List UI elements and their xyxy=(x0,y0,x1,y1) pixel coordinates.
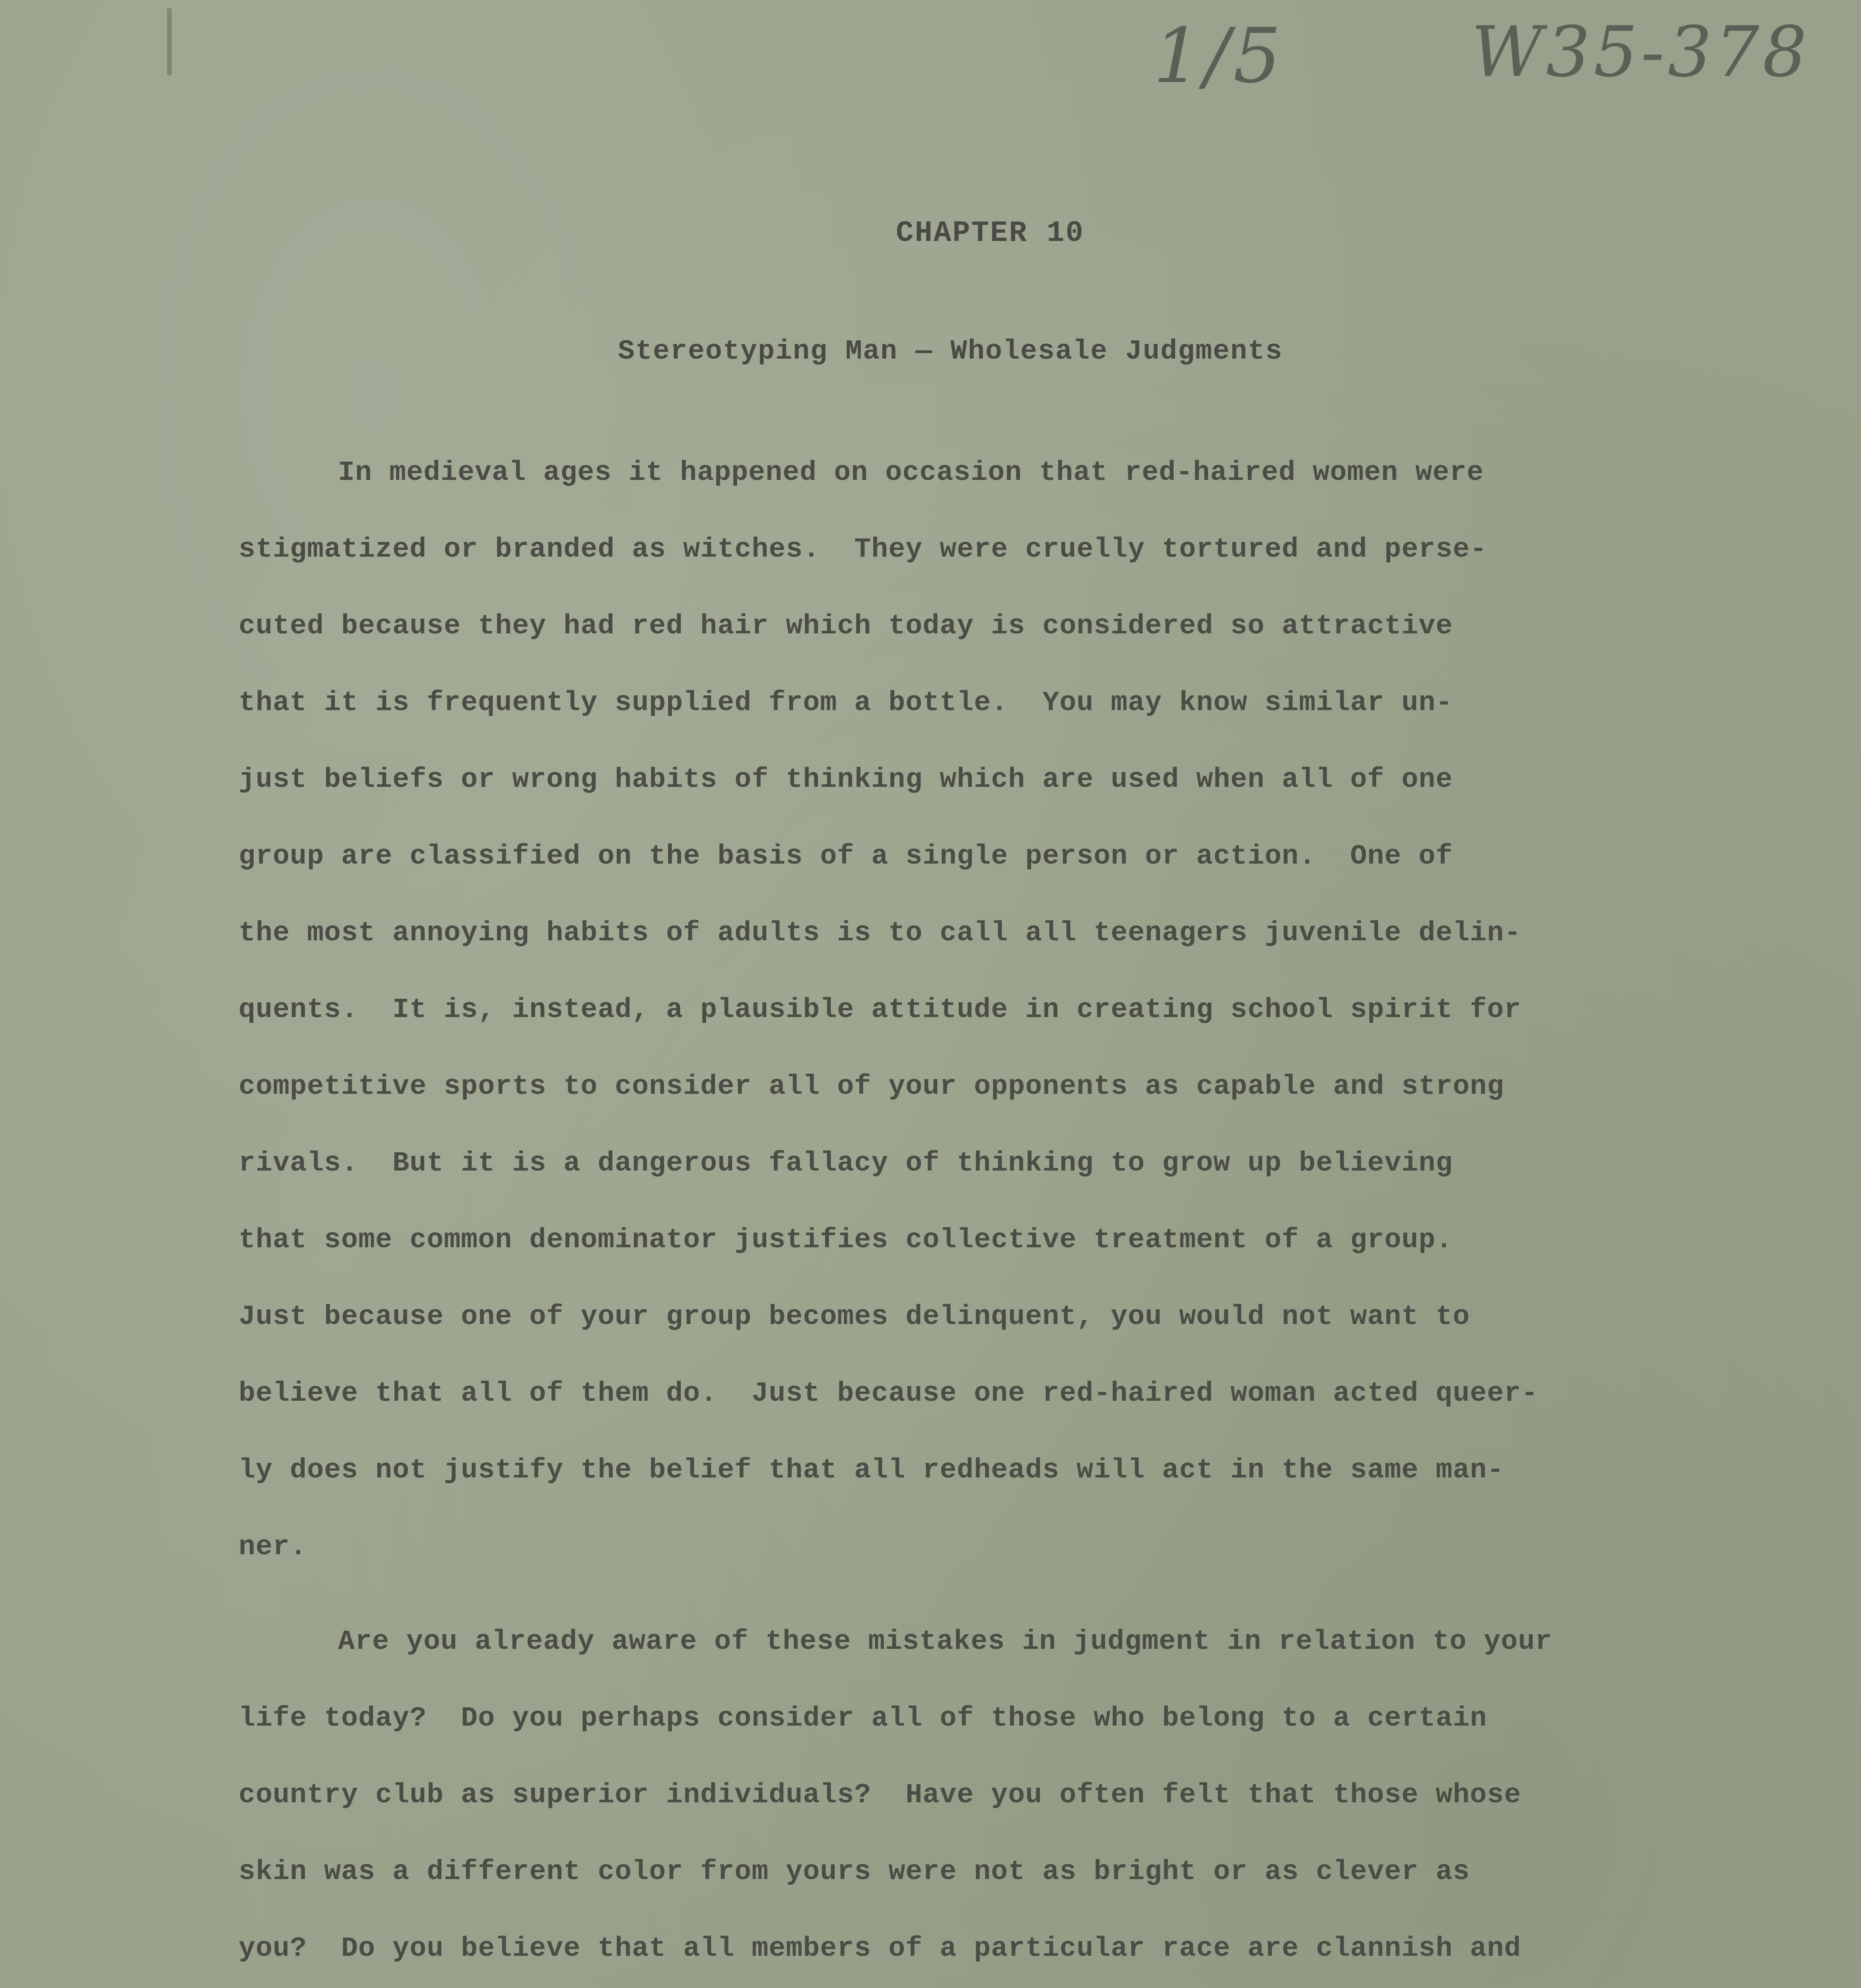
chapter-subtitle: Stereotyping Man — Wholesale Judgments xyxy=(618,336,1283,367)
text-line: rivals. But it is a dangerous fallacy of thinking to grow up believing xyxy=(239,1148,1453,1179)
paragraph-1 xyxy=(239,453,1710,1604)
edge-smudge xyxy=(167,8,172,76)
text-line: ly does not justify the belief that all redheads will act in the same man- xyxy=(239,1455,1504,1486)
text-line: you? Do you believe that all members of a particular race are clannish and xyxy=(239,1933,1521,1965)
chapter-heading: CHAPTER 10 xyxy=(896,217,1085,250)
text-line: stigmatized or branded as witches. They were cruelly tortured and perse- xyxy=(239,534,1487,565)
handwritten-archive-reference: W35-378 xyxy=(1471,12,1810,93)
handwritten-folio-number: 1/5 xyxy=(1153,12,1284,100)
text-line: the most annoying habits of adults is to call all teenagers juvenile delin- xyxy=(239,918,1521,949)
text-line: believe that all of them do. Just because one red-haired woman acted queer- xyxy=(239,1378,1539,1409)
text-line: quents. It is, instead, a plausible attitude in creating school spirit for xyxy=(239,994,1521,1026)
text-line: country club as superior individuals? Have you often felt that those whose xyxy=(239,1780,1521,1811)
text-line: that it is frequently supplied from a bottle. You may know similar un- xyxy=(239,687,1453,719)
text-line: life today? Do you perhaps consider all of those who belong to a certain xyxy=(239,1703,1487,1734)
text-line: Are you already aware of these mistakes in judgment in relation to your xyxy=(338,1626,1552,1658)
text-line: Just because one of your group becomes delinquent, you would not want to xyxy=(239,1301,1470,1333)
text-line: group are classified on the basis of a single person or action. One of xyxy=(239,841,1453,872)
text-line: just beliefs or wrong habits of thinking which are used when all of one xyxy=(239,764,1453,796)
text-line: cuted because they had red hair which today is considered so attractive xyxy=(239,611,1453,642)
text-line: skin was a different color from yours were not as bright or as clever as xyxy=(239,1856,1470,1888)
text-line: ner. xyxy=(239,1532,307,1563)
paragraph-2 xyxy=(239,1622,1710,1988)
text-line: In medieval ages it happened on occasion that red-haired women were xyxy=(338,457,1484,489)
text-line: that some common denominator justifies collective treatment of a group. xyxy=(239,1225,1453,1256)
text-line: competitive sports to consider all of your opponents as capable and strong xyxy=(239,1071,1504,1103)
